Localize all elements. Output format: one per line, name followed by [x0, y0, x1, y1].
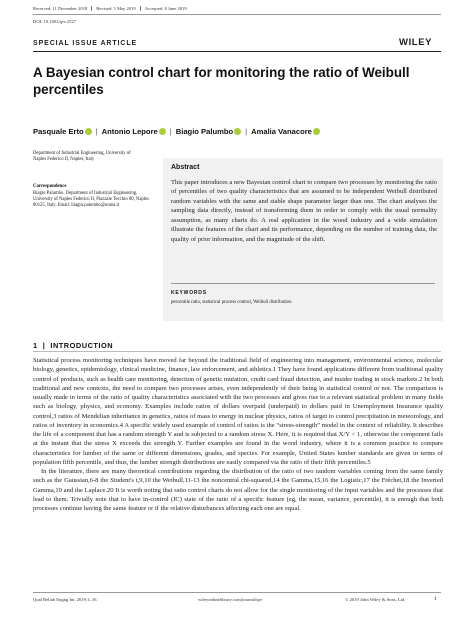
author-name[interactable]: Biagio Palumbo: [175, 127, 234, 136]
page-number: 1: [434, 596, 437, 602]
divider: |: [169, 127, 172, 136]
author-name[interactable]: Amalia Vanacore: [251, 127, 312, 136]
correspondence-text: Biagio Palumbo, Department of Industrial Engineering, University of Naples Federico II, Piazzale Tecchio 80, Naples 80125, Italy. Email: biagio.palumbo@unina.it: [33, 191, 149, 209]
copyright: © 2019 John Wiley & Sons, Ltd.: [345, 597, 406, 602]
article-type: SPECIAL ISSUE ARTICLE: [33, 40, 138, 47]
orcid-icon[interactable]: [234, 128, 241, 135]
section-heading: 1 | INTRODUCTION: [33, 341, 114, 350]
author-list: [33, 127, 320, 136]
affiliation: Department of Industrial Engineering, University of Naples Federico II, Naples, Italy: [33, 151, 131, 163]
orcid-icon[interactable]: [85, 128, 92, 135]
keywords-heading: KEYWORDS: [171, 290, 207, 296]
author-name[interactable]: Antonio Lepore: [101, 127, 158, 136]
publisher-logo: WILEY: [399, 37, 433, 48]
title-rule: [33, 51, 441, 52]
header-dates: [33, 6, 187, 11]
abstract-heading: Abstract: [171, 164, 200, 171]
divider: |: [245, 127, 248, 136]
page-title: A Bayesian control chart for monitoring the ratio of Weibull percentiles: [33, 65, 410, 97]
author-name[interactable]: Pasquale Erto: [33, 127, 84, 136]
paragraph: Statistical process monitoring techniques have moved far beyond the traditional field of engineering into management, environmental science, molecular biology, genetics, epidemiology, clinical medicine, finance, law enforcement, and athletics.1 They have found applications different from traditional quality control of products, such as health care monitoring, detection of genetic mutation, credit card fraud detection, and insider trading in stock markets.2 In both traditional and new contexts, the need to compare two processes arises, even independently of their being in statistical control or not. The comparison is usually made in terms of the ratio of quality characteristics associated with the two processes and gives rise to a relevant statistical problem in many fields such as biology, physics, and economy. Examples include ratios of dollars overpaid (underpaid) to dollars paid in Unemployment Insurance quality control,3 ratios of Mendelian inheritance in genetics, ratios of mass to energy in nuclear physics, ratios of target to control precipitation in meteorology, and ratios of inventory in economics.4 A specific widely used example of control of ratios is the “stress-strength” model in the context of reliability. It describes the life of a component that has a random strength Y and is subjected to a random stress X. Here, it is required that X/Y < 1, otherwise the component fails at the instant that the stress X exceeds the strength Y. Further examples are found in the wood industry, where it is a common practice to compare characteristics for lumber of the same or different dimensions, grades, and species. For example, United States lumber standards are given in terms of population fifth percentile, and thus, the lumber strength distributions are easily compared via the ratio of their fifth percentiles.5: [33, 357, 443, 466]
section-rule: [33, 351, 441, 352]
body-text: [33, 356, 443, 513]
correspondence-heading: Correspondence: [33, 184, 67, 189]
keywords-text: percentile ratio, statistical process control, Weibull distribution: [171, 300, 292, 305]
footer-rule: [33, 592, 441, 593]
accepted-date: Accepted: 8 June 2019: [144, 6, 187, 11]
revised-date: Revised: 5 May 2019: [96, 6, 136, 11]
abstract-text: This paper introduces a new Bayesian control chart to compare two processes by monitoring the ratio of percentiles of two quality characteristics that are assumed to be independent Weibull distributed random variables with the same and stable shape parameter larger than one. The chart analyses the sampling data directly, instead of transforming them in order to comply with the usual normality assumption, as many charts do. A real application in the wood industry and a wide simulation illustrate the features of the chart and its performance, depending on the number of training data, the quality of prior information, and the magnitude of the shift.: [171, 179, 437, 243]
divider: |: [95, 127, 98, 136]
orcid-icon[interactable]: [159, 128, 166, 135]
section-number: 1: [33, 341, 38, 350]
keywords-rule: [171, 283, 435, 284]
section-title: INTRODUCTION: [50, 341, 114, 350]
journal-url[interactable]: wileyonlinelibrary.com/journal/qre: [198, 597, 263, 602]
orcid-icon[interactable]: [313, 128, 320, 135]
paragraph: In the literature, there are many theoretical contributions regarding the distribution of the ratio of two random variables coming from the same family such as the Gaussian,6-8 the Student's t,9,10 the Weibull,11-13 the noncentral chi-squared,14 the Gamma,15,16 the Logistic,17 the Fréchet,18 the Inverted Gamma,19 and the Laplace.20 It is worth noting that ratio control charts do not allow for the single monitoring of the input variables and the processes that lead to them. Trivially note that to have in-control (IC) state of the ratio of a specific feature (eg, the mean, variance, percentile), it is enough that both processes continue having the same feature or if the relative disturbances affecting each one are equal.: [33, 468, 443, 512]
journal-citation: Qual Reliab Engng Int. 2019;1–16.: [33, 597, 98, 602]
doi[interactable]: DOI: 10.1002/qre.2527: [33, 19, 76, 24]
header-rule: [33, 14, 441, 15]
received-date: Received: 11 December 2018: [33, 6, 88, 11]
